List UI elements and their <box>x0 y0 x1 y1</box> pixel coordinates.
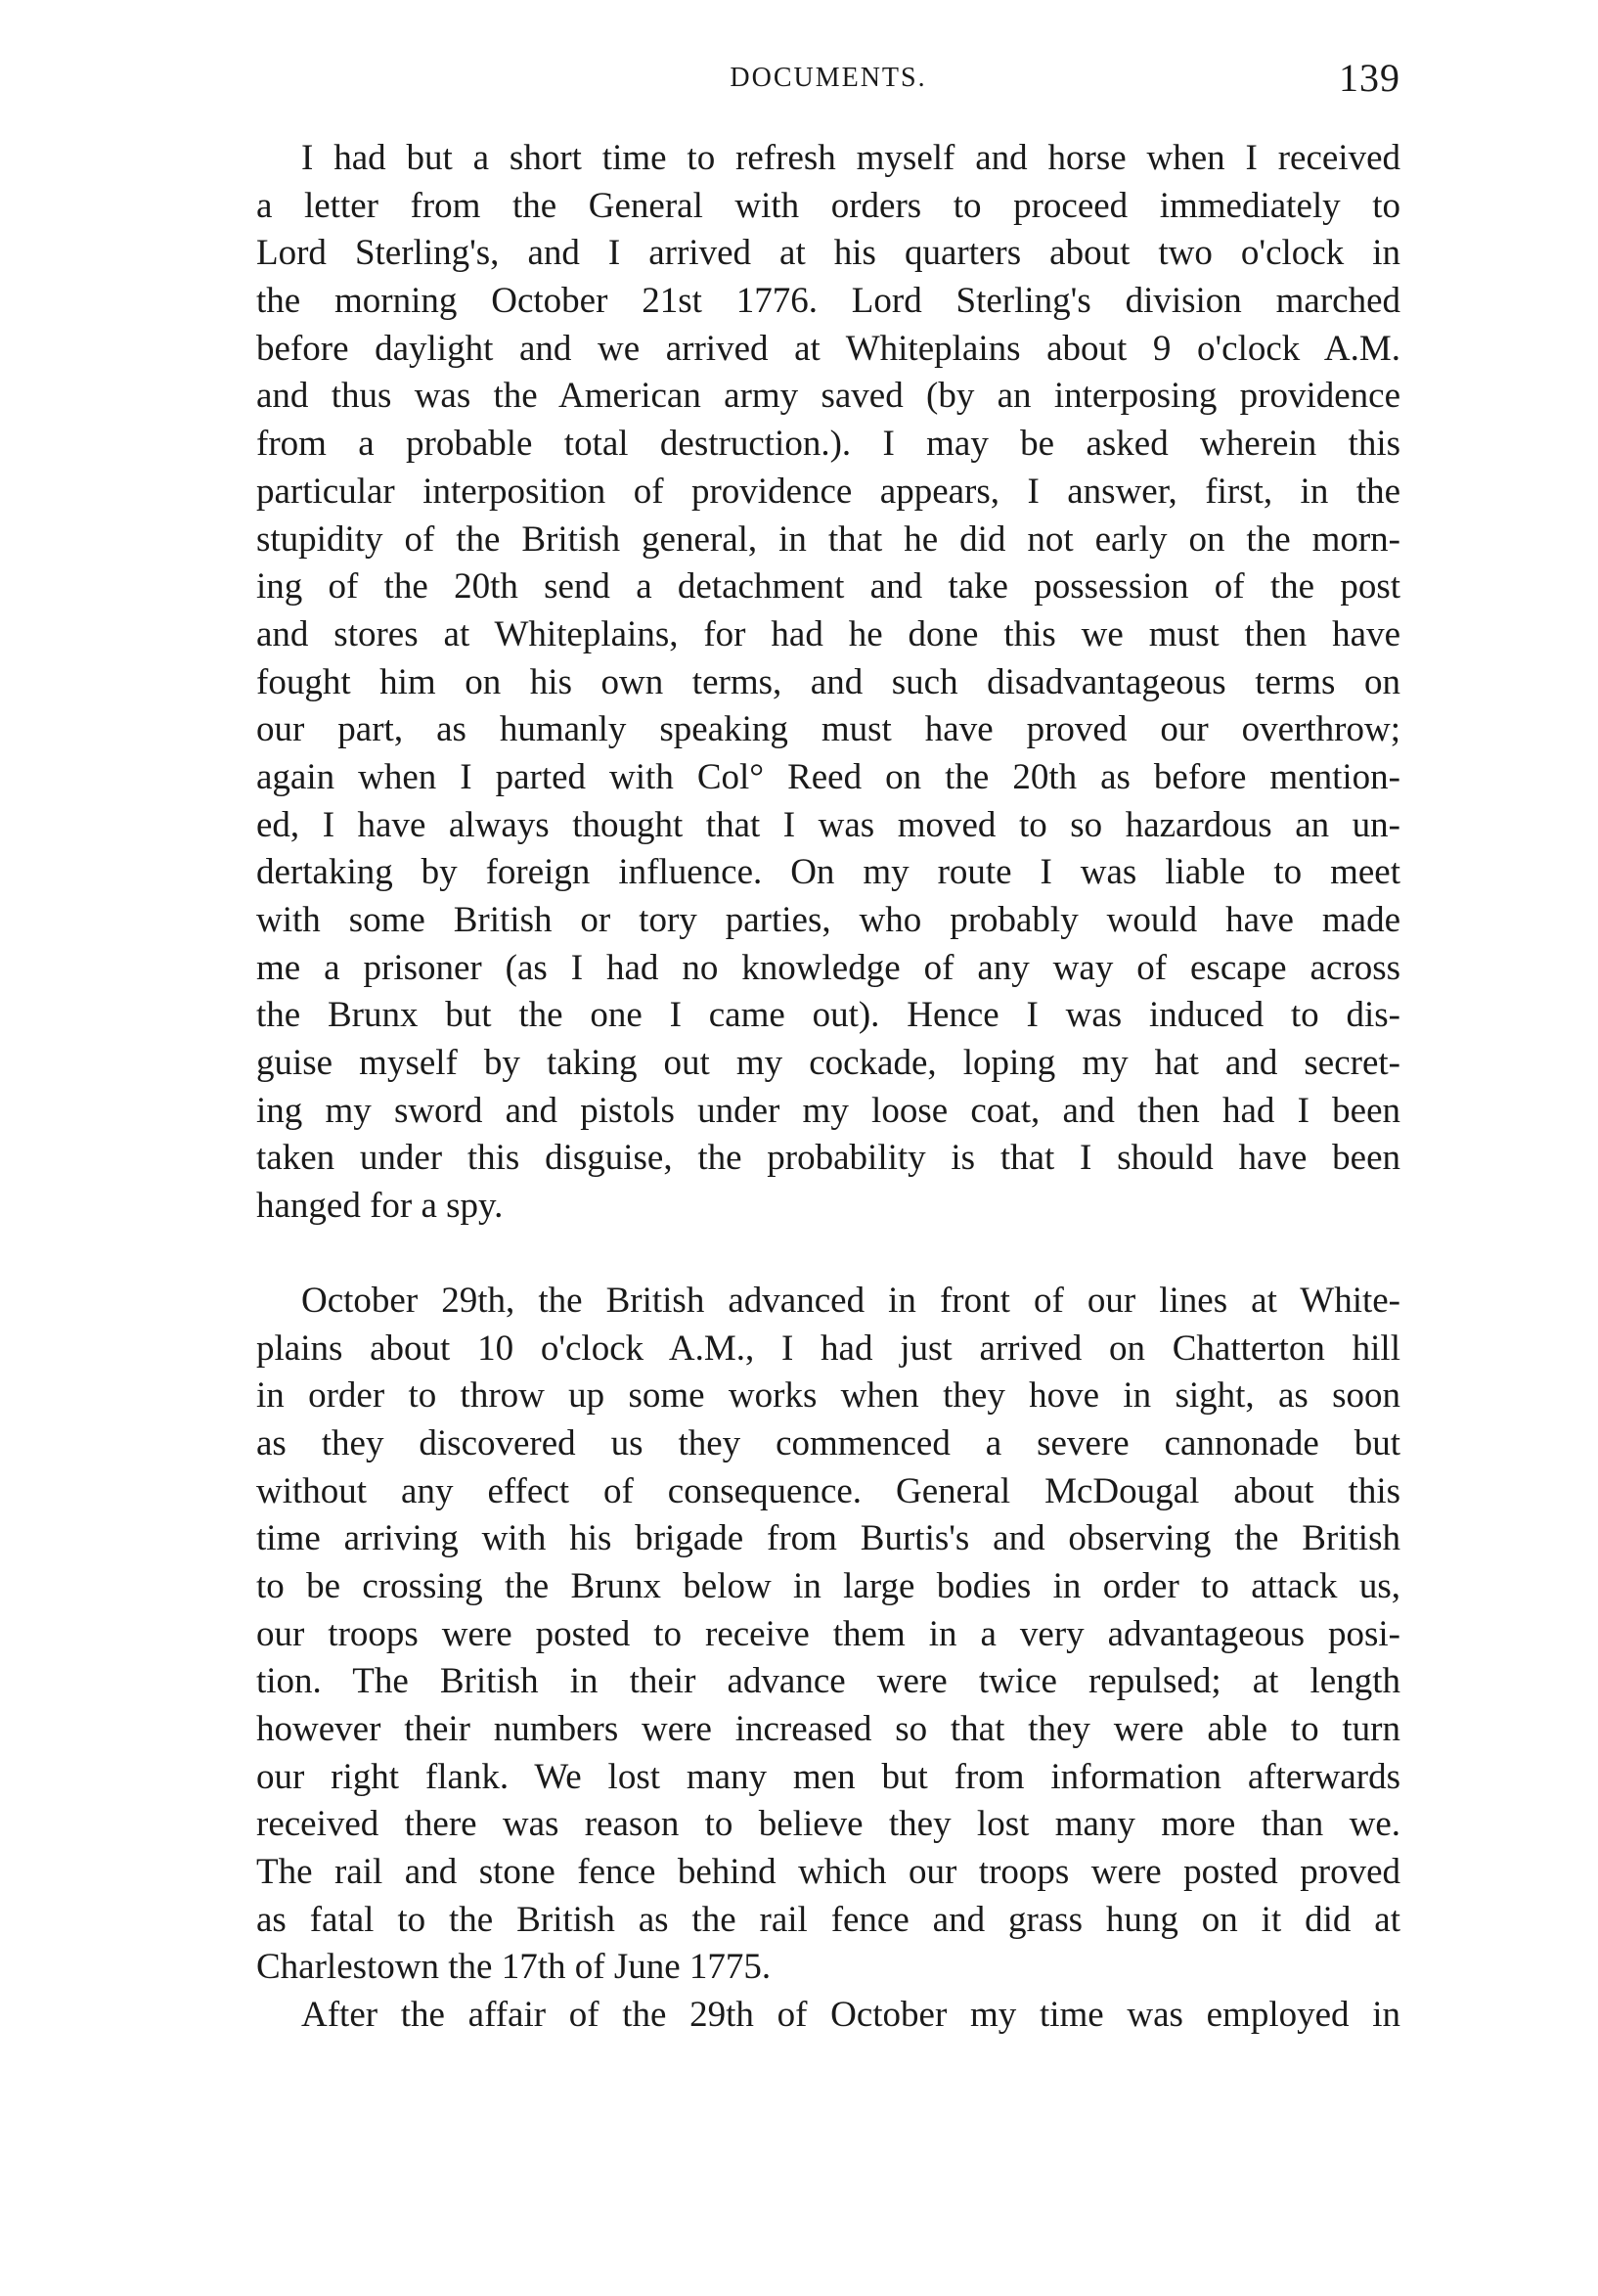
text-line: hanged for a spy. <box>256 1186 504 1227</box>
text-line: guise myself by taking out my cockade, loping my hat and secret- <box>256 1043 1400 1084</box>
text-line: dertaking by foreign influence. On my route I was liable to meet <box>256 852 1400 893</box>
text-line: particular interposition of providence appears, I answer, first, in the <box>256 471 1400 512</box>
text-line: and stores at Whiteplains, for had he done this we must then have <box>256 613 1400 654</box>
text-line: with some British or tory parties, who probably would have made <box>256 900 1400 940</box>
text-line: our right flank. We lost many men but from information afterwards <box>256 1756 1400 1797</box>
text-line: ing of the 20th send a detachment and take possession of the post <box>256 566 1400 608</box>
paragraph-gap <box>256 1231 1400 1278</box>
text-line: tion. The British in their advance were twice repulsed; at length <box>256 1661 1400 1702</box>
text-line: After the affair of the 29th of October my time was employed in <box>301 1995 1400 2036</box>
text-line: Lord Sterling's, and I arrived at his quarters about two o'clock in <box>256 233 1400 274</box>
text-line: me a prisoner (as I had no knowledge of any way of escape across <box>256 947 1400 988</box>
text-line: I had but a short time to refresh myself and horse when I received <box>301 138 1400 178</box>
text-line: in order to throw up some works when they hove in sight, as soon <box>256 1375 1400 1417</box>
body-text <box>256 135 1400 2040</box>
text-line: time arriving with his brigade from Burtis's and observing the British <box>256 1518 1400 1559</box>
text-line: to be crossing the Brunx below in large bodies in order to attack us, <box>256 1565 1400 1606</box>
text-line: ing my sword and pistols under my loose coat, and then had I been <box>256 1090 1400 1131</box>
text-line: the morning October 21st 1776. Lord Sterling's division marched <box>256 281 1400 322</box>
text-line: our part, as humanly speaking must have proved our overthrow; <box>256 709 1400 750</box>
text-line: our troops were posted to receive them in a very advantageous posi- <box>256 1613 1400 1654</box>
text-line: Charlestown the 17th of June 1775. <box>256 1947 772 1988</box>
text-line: October 29th, the British advanced in front of our lines at White- <box>301 1280 1400 1321</box>
text-line: as they discovered us they commenced a severe cannonade but <box>256 1422 1400 1463</box>
text-line: ed, I have always thought that I was moved to so hazardous an un- <box>256 804 1400 845</box>
paragraph <box>256 1992 1400 2040</box>
text-line: received there was reason to believe they lost many more than we. <box>256 1804 1400 1845</box>
running-title: DOCUMENTS. <box>730 63 927 93</box>
text-line: stupidity of the British general, in that he did not early on the morn- <box>256 518 1400 560</box>
text-line: the Brunx but the one I came out). Hence I was induced to dis- <box>256 995 1400 1036</box>
text-line: from a probable total destruction.). I may be asked wherein this <box>256 424 1400 465</box>
text-line: however their numbers were increased so that they were able to turn <box>256 1709 1400 1749</box>
text-line: without any effect of consequence. General McDougal about this <box>256 1470 1400 1511</box>
text-line: before daylight and we arrived at Whiteplains about 9 o'clock A.M. <box>256 328 1400 369</box>
text-line: and thus was the American army saved (by an interposing providence <box>256 376 1400 417</box>
paragraph <box>256 135 1400 1231</box>
paragraph <box>256 1278 1400 1992</box>
text-line: again when I parted with Col° Reed on the 20th as before mention- <box>256 756 1400 797</box>
text-line: a letter from the General with orders to proceed immediately to <box>256 185 1400 226</box>
running-head <box>256 55 1400 104</box>
text-line: fought him on his own terms, and such disadvantageous terms on <box>256 661 1400 702</box>
text-line: The rail and stone fence behind which our troops were posted proved <box>256 1852 1400 1893</box>
text-line: taken under this disguise, the probability is that I should have been <box>256 1138 1400 1179</box>
text-line: as fatal to the British as the rail fence and grass hung on it did at <box>256 1899 1400 1940</box>
page-number: 139 <box>1339 56 1400 100</box>
text-line: plains about 10 o'clock A.M., I had just arrived on Chatterton hill <box>256 1328 1400 1369</box>
